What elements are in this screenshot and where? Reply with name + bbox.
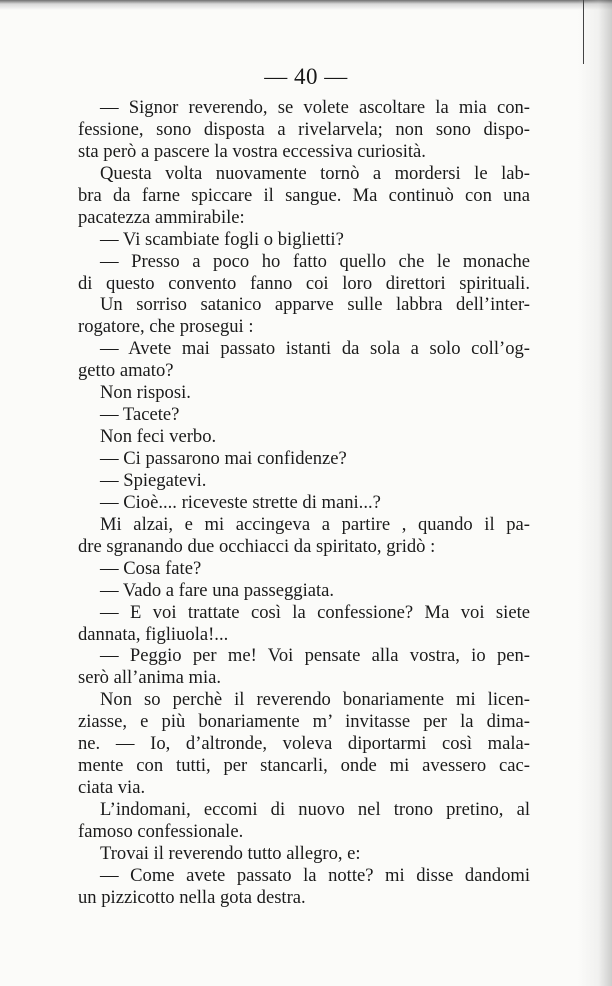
text-line: pacatezza ammirabile:: [78, 206, 245, 228]
text-line: di questo convento fanno coi loro direttori spirituali.: [78, 272, 530, 294]
text-line: Trovai il reverendo tutto allegro, e:: [100, 842, 361, 864]
text-line: — Spiegatevi.: [100, 469, 207, 491]
text-line: — Presso a poco ho fatto quello che le monache: [100, 250, 530, 272]
text-line: rogatore, che prosegui :: [78, 316, 254, 338]
text-line: Mi alzai, e mi accingeva a partire , quando il pa-: [100, 513, 530, 535]
text-line: famoso confessionale.: [78, 820, 244, 842]
text-line: getto amato?: [78, 360, 174, 382]
text-line: — Peggio per me! Voi pensate alla vostra, io pen-: [100, 645, 530, 667]
text-line: fessione, sono disposta a rivelarvela; non sono dispo-: [78, 118, 530, 140]
text-line: un pizzicotto nella gota destra.: [78, 886, 306, 908]
text-line: dre sgranando due occhiacci da spiritato, gridò :: [78, 535, 436, 557]
text-line: bra da farne spiccare il sangue. Ma continuò con una: [78, 184, 530, 206]
text-line: — Cioè.... riceveste strette di mani...?: [100, 491, 381, 513]
page-right-edge-shadow: [578, 0, 612, 986]
text-line: — Come avete passato la notte? mi disse dandomi: [100, 864, 530, 886]
text-line: — Vi scambiate fogli o biglietti?: [100, 228, 344, 250]
text-line: sta però a pascere la vostra eccessiva curiosità.: [78, 140, 426, 162]
page-number: — 40 —: [264, 64, 348, 89]
text-line: — Signor reverendo, se volete ascoltare la mia con-: [100, 97, 530, 118]
text-line: — Ci passarono mai confidenze?: [100, 448, 347, 469]
text-line: — E voi trattate così la confessione? Ma voi siete: [100, 601, 530, 623]
text-line: Non so perchè il reverendo bonariamente mi licen-: [100, 689, 530, 711]
text-line: Non feci verbo.: [100, 426, 217, 448]
text-line: dannata, figliuola!...: [78, 623, 229, 645]
text-line: — Cosa fate?: [100, 557, 202, 579]
text-line: — Avete mai passato istanti da sola a solo coll’og-: [100, 338, 530, 360]
text-line: ciata via.: [78, 777, 146, 799]
page-body: [78, 97, 530, 909]
text-line: — Tacete?: [100, 404, 180, 426]
text-line: serò all’anima mia.: [78, 667, 222, 689]
text-line: ne. — Io, d’altronde, voleva diportarmi così mala-: [78, 733, 530, 755]
text-line: Non risposi.: [100, 382, 191, 404]
text-line: Un sorriso satanico apparve sulle labbra dell’inter-: [100, 294, 530, 316]
text-line: L’indomani, eccomi di nuovo nel trono pretino, al: [100, 799, 530, 820]
page-top-edge-shadow: [0, 0, 612, 10]
text-line: ziasse, e più bonariamente m’ invitasse per la dima-: [78, 711, 530, 733]
page-binding-mark: [583, 0, 584, 64]
text-line: Questa volta nuovamente tornò a mordersi le lab-: [100, 162, 530, 184]
text-line: mente con tutti, per stancarli, onde mi avessero cac-: [78, 755, 530, 777]
text-line: — Vado a fare una passeggiata.: [100, 579, 335, 601]
